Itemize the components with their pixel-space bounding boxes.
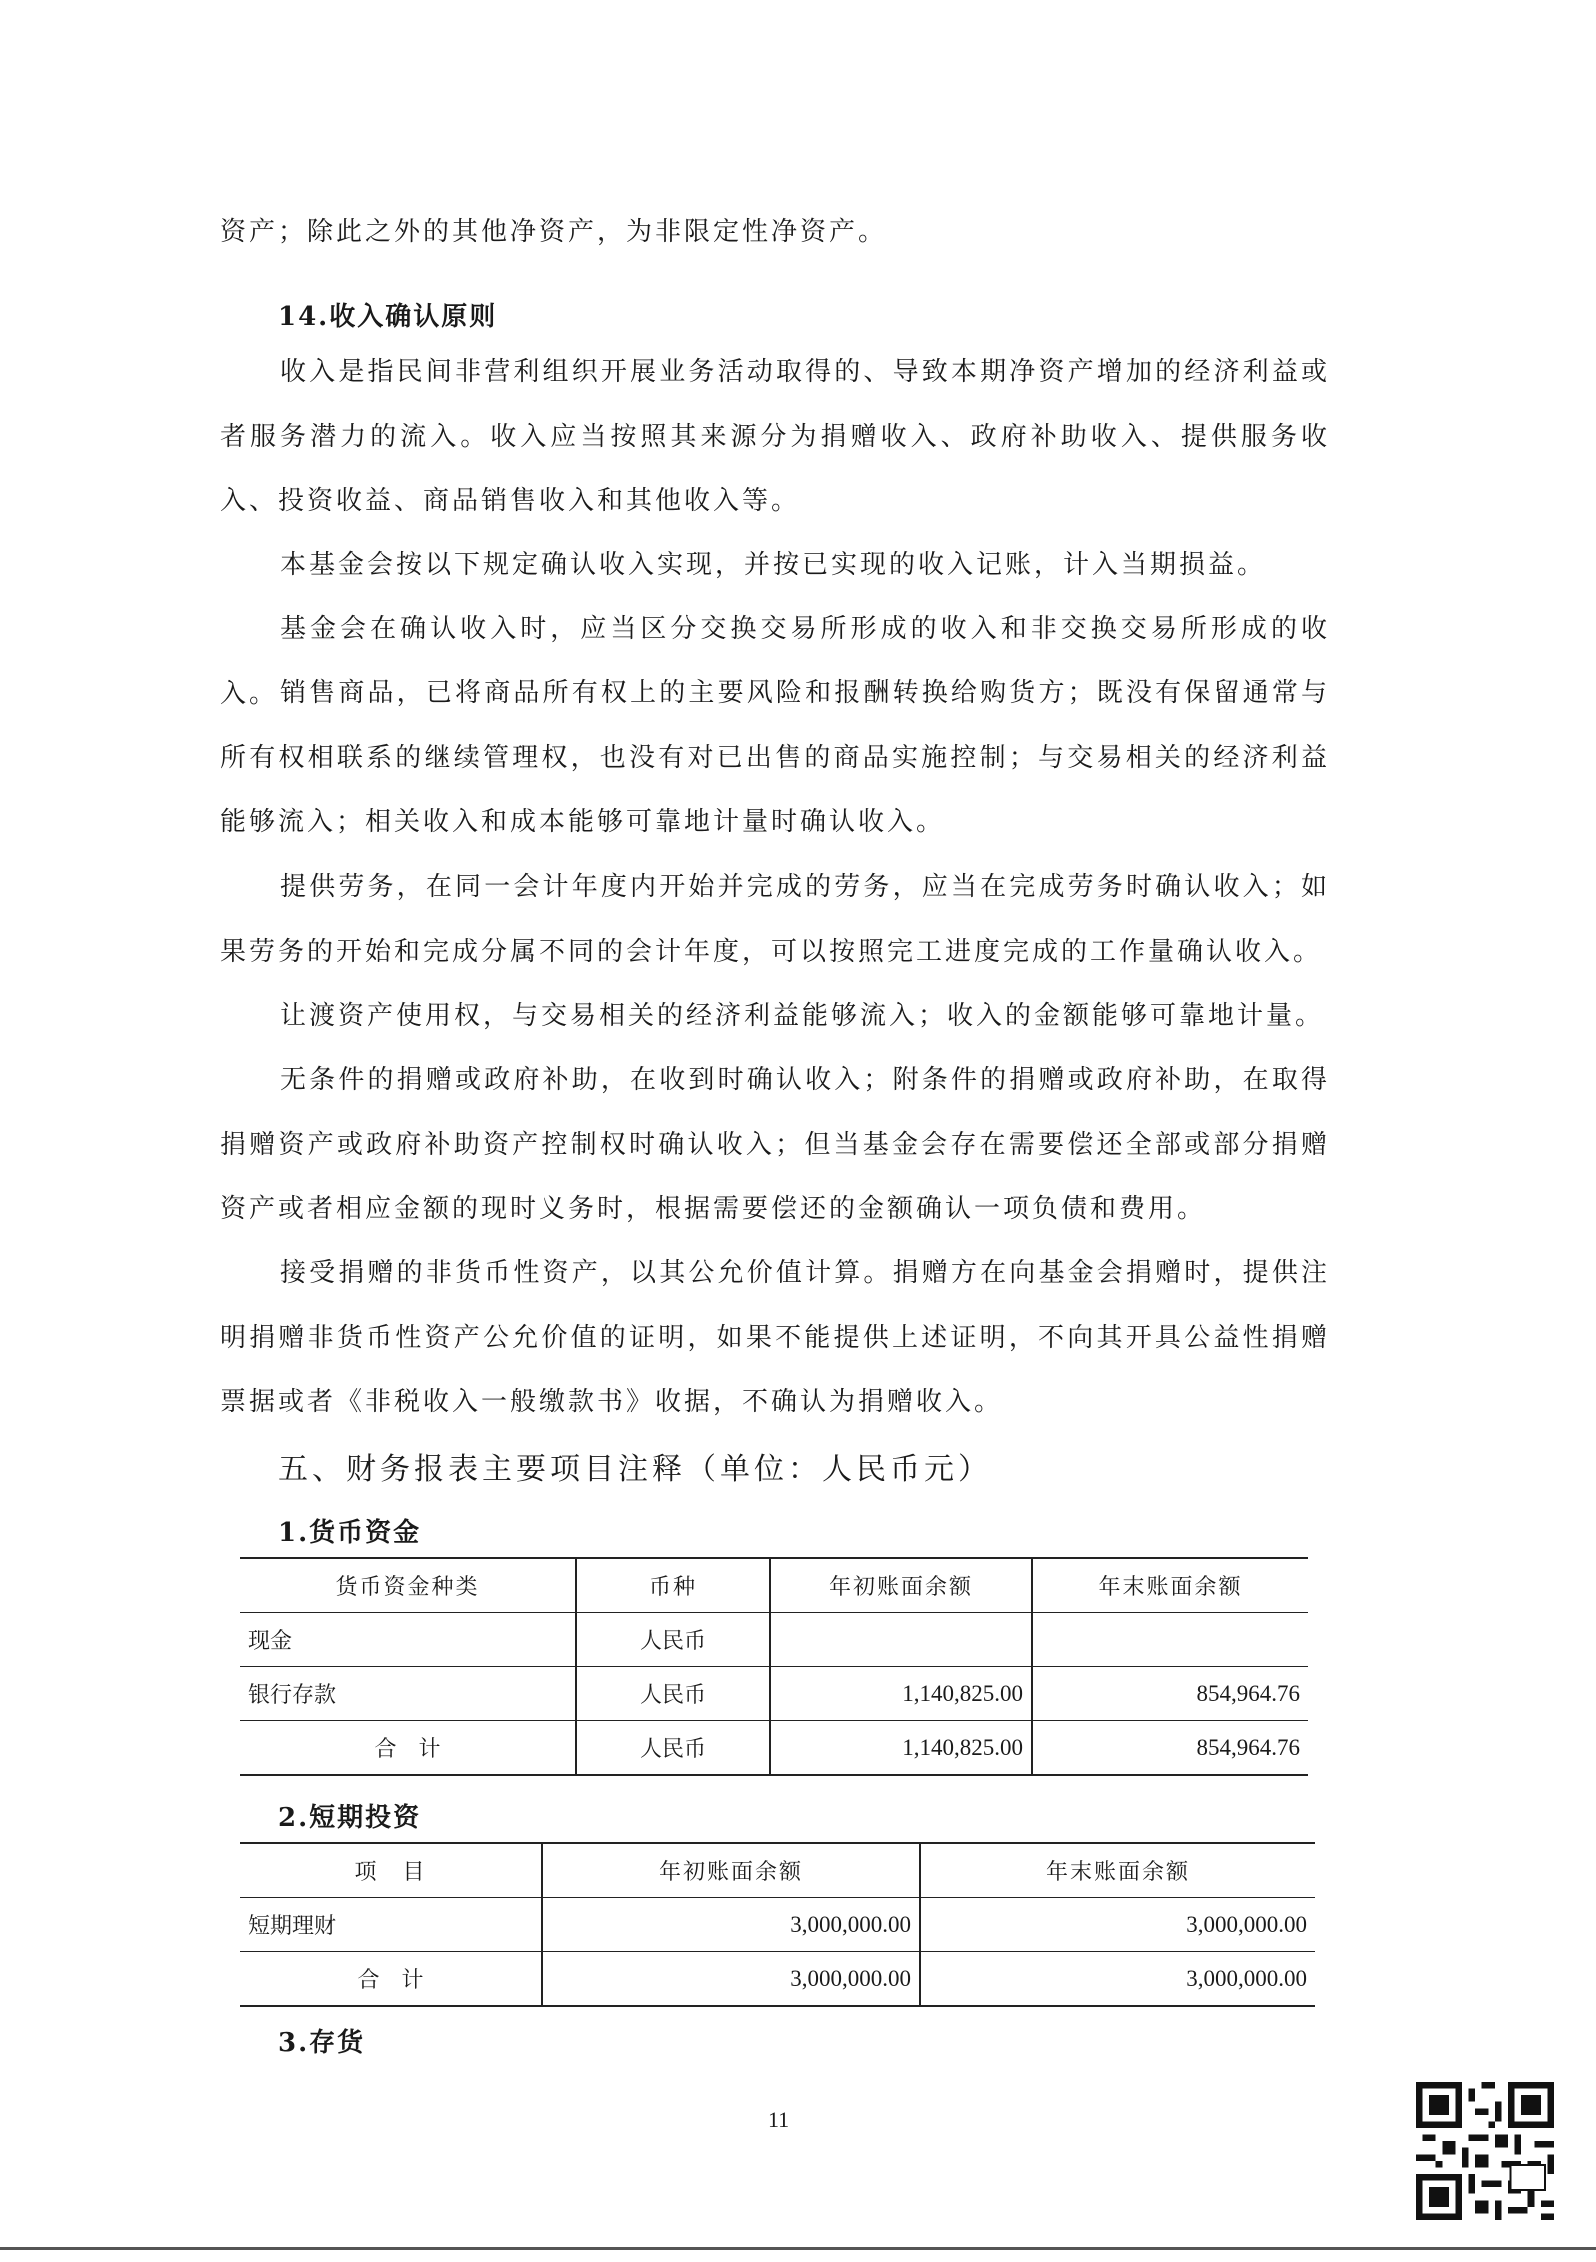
table-total-row	[240, 1721, 1308, 1776]
table-cell-opening: 1,140,825.00	[770, 1667, 1032, 1721]
table-header-cell: 币种	[576, 1558, 770, 1613]
section-heading-notes: 五、财务报表主要项目注释（单位：人民币元）	[278, 1452, 992, 1487]
table-cell-label: 短期理财	[248, 1914, 337, 1939]
table-cell-label: 合 计	[374, 1737, 441, 1762]
table-header-cell: 年初账面余额	[770, 1558, 1032, 1613]
short-term-investment-table	[240, 1842, 1315, 2007]
table-cell-currency: 人民币	[576, 1667, 770, 1721]
paragraph-donations-grants: 无条件的捐赠或政府补助，在收到时确认收入；附条件的捐赠或政府补助，在取得捐赠资产或政府补助资产控制权时确认收入；但当基金会存在需要偿还全部或部分捐赠资产或者相应金额的现时义务时，根据需要偿还的金额确认一项负债和费用。	[220, 1065, 1330, 1224]
paragraph-asset-use-rights: 让渡资产使用权，与交易相关的经济利益能够流入；收入的金额能够可靠地计量。	[280, 1001, 1325, 1031]
paragraph-goods-sales: 销售商品，已将商品所有权上的主要风险和报酬转换给购货方；既没有保留通常与所有权相联系的继续管理权，也没有对已出售的商品实施控制；与交易相关的经济利益能够流入；相关收入和成本能够可靠地计量时确认收入。	[220, 678, 1330, 837]
paragraph-revenue-definition: 收入是指民间非营利组织开展业务活动取得的、导致本期净资产增加的经济利益或者服务潜力的流入。收入应当按照其来源分为捐赠收入、政府补助收入、提供服务收入、投资收益、商品销售收入和其他收入等。	[220, 357, 1330, 516]
table-cell-currency: 人民币	[576, 1613, 770, 1667]
heading-revenue-recognition: 14.收入确认原则	[278, 302, 498, 332]
page-number: 11	[768, 2107, 790, 2132]
paragraph-noncash-donations: 接受捐赠的非货币性资产，以其公允价值计算。捐赠方在向基金会捐赠时，提供注明捐赠非货币性资产公允价值的证明，如果不能提供上述证明，不向其开具公益性捐赠票据或者《非税收入一般缴款书》收据，不确认为捐赠收入。	[220, 1258, 1330, 1417]
table-header-row	[240, 1843, 1315, 1898]
table-cell-opening: 1,140,825.00	[770, 1721, 1032, 1776]
paragraph-exchange-distinction: 基金会在确认收入时，应当区分交换交易所形成的收入和非交换交易所形成的收入。	[220, 614, 1330, 709]
table-cell-label: 银行存款	[248, 1683, 337, 1708]
cash-table	[240, 1557, 1308, 1776]
table-cell-label: 合 计	[357, 1968, 424, 1993]
table-cell-closing	[1032, 1613, 1308, 1667]
table-header-cell: 货币资金种类	[335, 1575, 480, 1600]
paragraph-continuation: 资产；除此之外的其他净资产，为非限定性净资产。	[220, 217, 888, 247]
table-cell-label: 现金	[248, 1629, 293, 1654]
table-cell-closing: 3,000,000.00	[920, 1898, 1315, 1952]
scan-edge-divider	[0, 2247, 1596, 2250]
qr-code-icon	[1416, 2082, 1554, 2220]
table-header-cell: 年末账面余额	[920, 1843, 1315, 1898]
table-header-cell: 年初账面余额	[542, 1843, 920, 1898]
table-header-cell: 项 目	[354, 1860, 427, 1885]
table-cell-closing: 3,000,000.00	[920, 1952, 1315, 2007]
table-header-row	[240, 1558, 1308, 1613]
table-row	[240, 1898, 1315, 1952]
table-cell-opening: 3,000,000.00	[542, 1898, 920, 1952]
table-row	[240, 1667, 1308, 1721]
paragraph-services: 提供劳务，在同一会计年度内开始并完成的劳务，应当在完成劳务时确认收入；如果劳务的开始和完成分属不同的会计年度，可以按照完工进度完成的工作量确认收入。	[220, 872, 1330, 967]
table-cell-closing: 854,964.76	[1032, 1667, 1308, 1721]
table-row	[240, 1613, 1308, 1667]
table-cell-currency: 人民币	[576, 1721, 770, 1776]
table-total-row	[240, 1952, 1315, 2007]
heading-short-term-investment: 2.短期投资	[278, 1803, 422, 1833]
heading-cash: 1.货币资金	[278, 1518, 422, 1548]
paragraph-recognition-rule: 本基金会按以下规定确认收入实现，并按已实现的收入记账，计入当期损益。	[280, 550, 1267, 580]
table-cell-opening	[770, 1613, 1032, 1667]
table-cell-closing: 854,964.76	[1032, 1721, 1308, 1776]
table-header-cell: 年末账面余额	[1032, 1558, 1308, 1613]
table-cell-opening: 3,000,000.00	[542, 1952, 920, 2007]
heading-inventory: 3.存货	[278, 2028, 366, 2058]
